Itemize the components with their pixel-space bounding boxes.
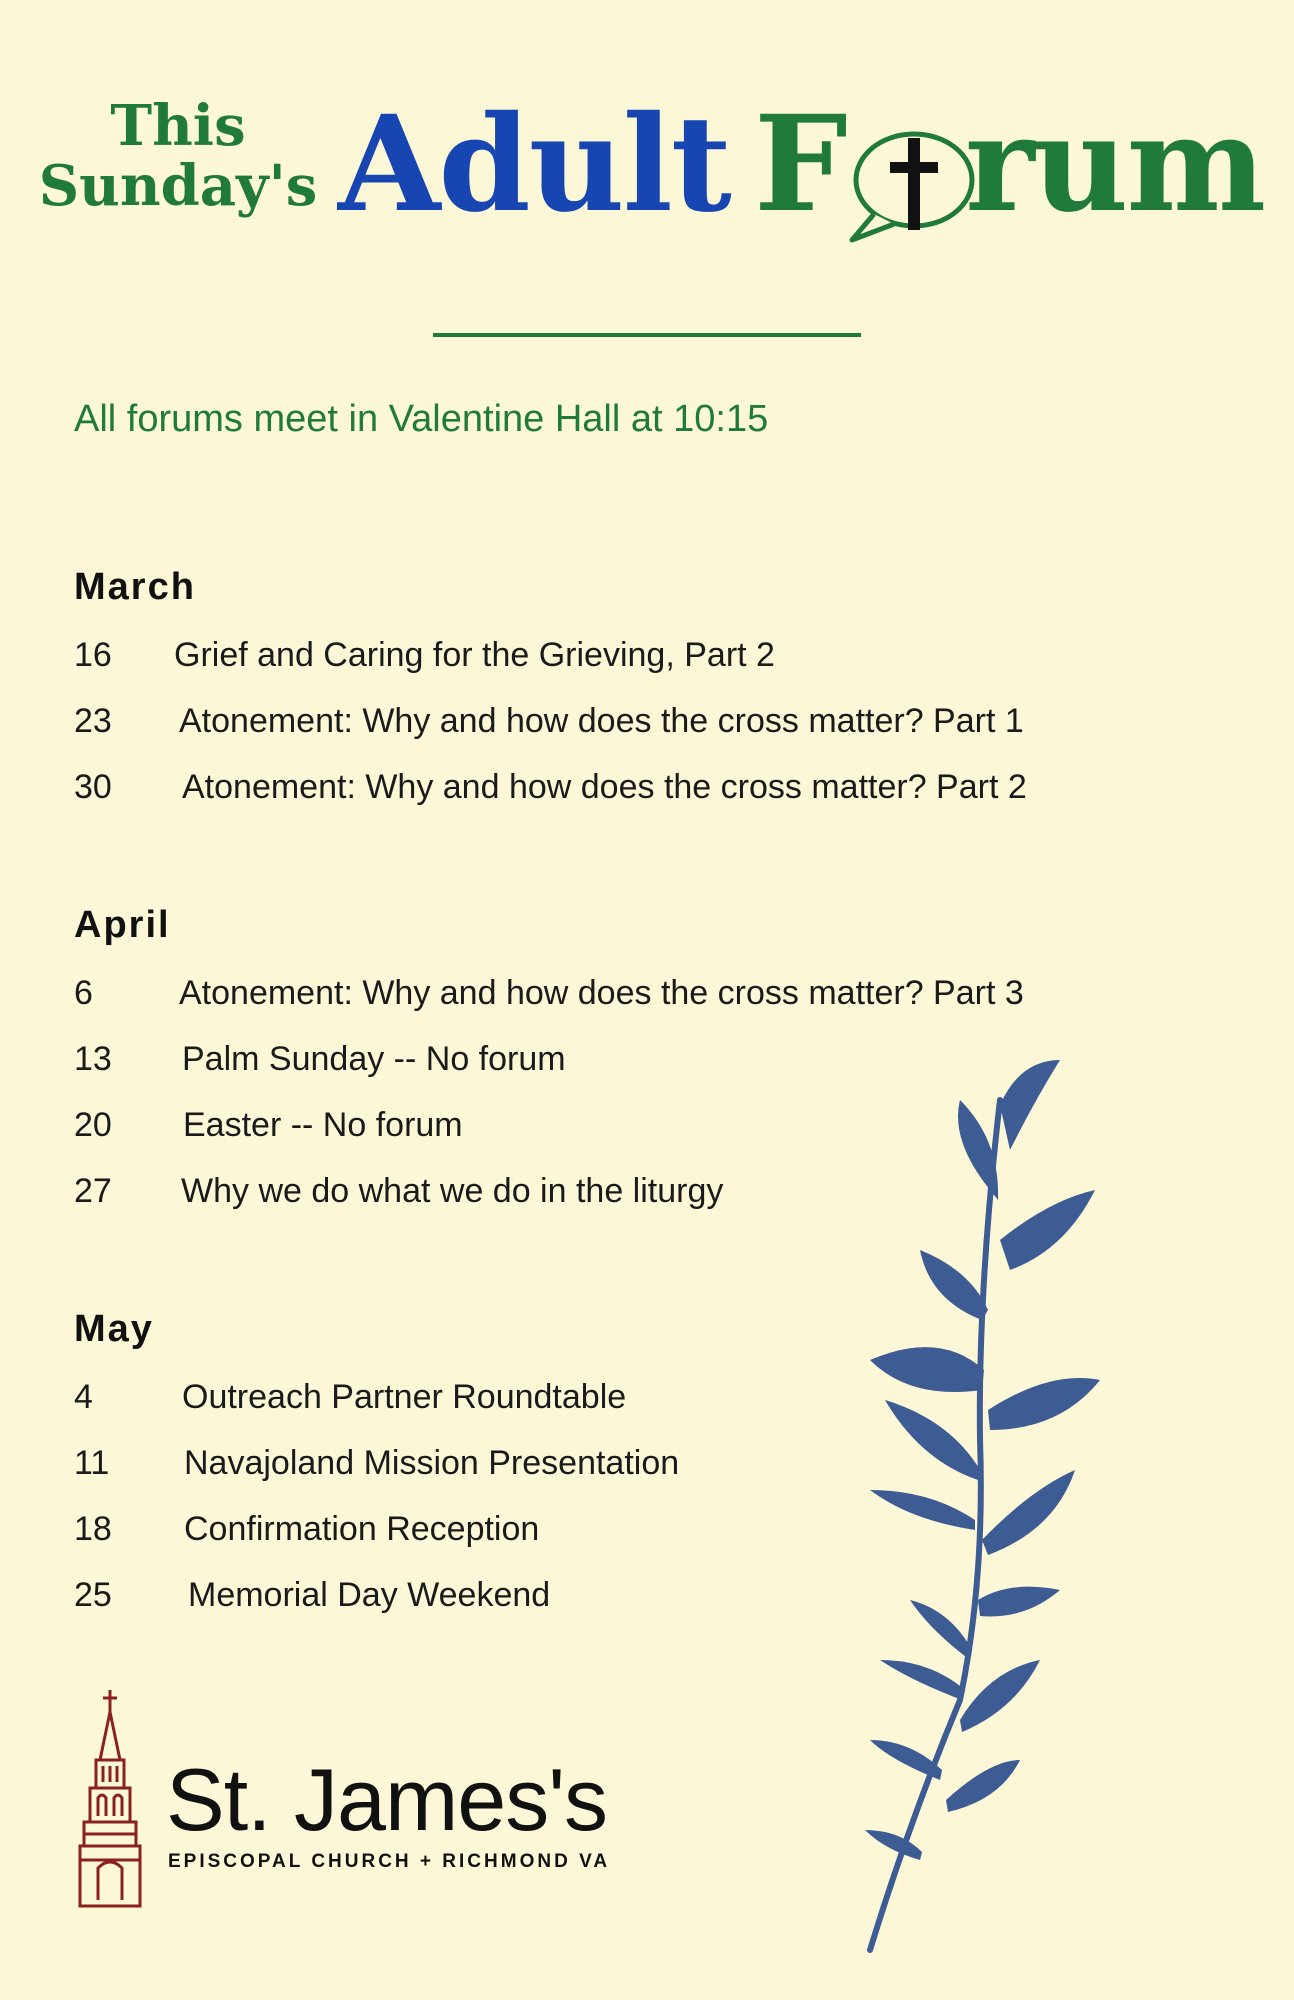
schedule-day: 20: [74, 1106, 112, 1144]
header-line-1: This: [110, 93, 246, 159]
month-heading-march: March: [74, 566, 196, 608]
header-forum-f: F: [754, 87, 848, 242]
olive-branch-icon: [850, 1060, 1120, 1960]
schedule-title: Navajoland Mission Presentation: [184, 1444, 680, 1482]
schedule-title: Atonement: Why and how does the cross matter? Part 1: [179, 702, 1024, 740]
schedule-title: Easter -- No forum: [183, 1106, 463, 1144]
church-tagline: EPISCOPAL CHURCH + RICHMOND VA: [168, 1851, 611, 1872]
schedule-title: Why we do what we do in the liturgy: [181, 1172, 724, 1210]
month-heading-may: May: [74, 1308, 154, 1350]
schedule-title: Atonement: Why and how does the cross matter? Part 3: [179, 974, 1024, 1012]
divider-rule: [433, 333, 861, 337]
schedule-day: 4: [74, 1378, 93, 1416]
schedule-row: [74, 974, 1224, 1024]
schedule-day: 30: [74, 768, 112, 806]
schedule-title: Atonement: Why and how does the cross matter? Part 2: [182, 768, 1027, 806]
schedule-day: 18: [74, 1510, 112, 1548]
header-adult: Adult: [338, 87, 730, 242]
schedule-day: 23: [74, 702, 112, 740]
schedule-title: Outreach Partner Roundtable: [182, 1378, 627, 1416]
schedule-day: 11: [74, 1444, 110, 1482]
schedule-row: [74, 768, 1224, 818]
schedule-title: Grief and Caring for the Grieving, Part 2: [174, 636, 775, 674]
header-line-2: Sunday's: [38, 153, 318, 219]
header-this-sunday: [38, 93, 318, 219]
schedule-title: Memorial Day Weekend: [188, 1576, 551, 1614]
schedule-day: 25: [74, 1576, 112, 1614]
schedule-day: 13: [74, 1040, 112, 1078]
location-subtitle: All forums meet in Valentine Hall at 10:15: [74, 398, 769, 440]
schedule-row: [74, 702, 1224, 752]
schedule-row: [74, 636, 1224, 686]
church-name: St. James's: [166, 1750, 608, 1849]
speech-bubble-cross-icon: [842, 128, 978, 246]
church-steeple-icon: [70, 1690, 150, 1910]
schedule-title: Confirmation Reception: [184, 1510, 540, 1548]
month-heading-april: April: [74, 904, 171, 946]
schedule-title: Palm Sunday -- No forum: [182, 1040, 566, 1078]
header-forum-rum: rum: [965, 87, 1265, 242]
schedule-day: 6: [74, 974, 93, 1012]
schedule-day: 27: [74, 1172, 112, 1210]
schedule-day: 16: [74, 636, 112, 674]
